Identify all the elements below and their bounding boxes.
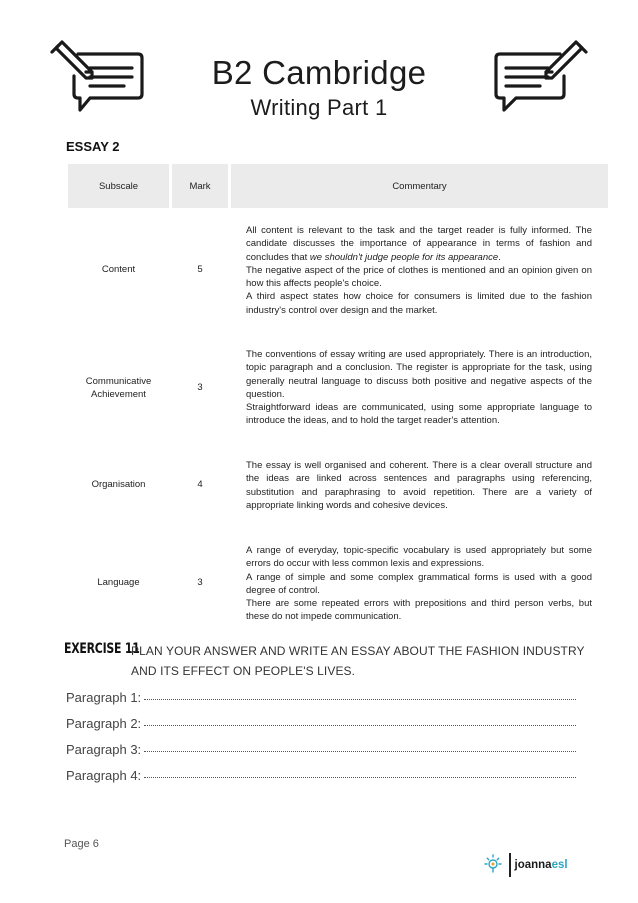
paragraph-line-2: Paragraph 2: xyxy=(66,716,576,731)
joannaesl-logo xyxy=(481,853,568,877)
logo-text-esl: esl xyxy=(551,859,568,871)
lightbulb-icon xyxy=(481,853,505,877)
row-content-commentary: All content is relevant to the task and the target reader is fully informed. The candidate discusses the importance of appearance in terms of fashion and concludes that we shouldn't judge people for its appearance. The negative aspect of the price of clothes is mentioned and an opinion given on how this affects people's choice. A third aspect states how choice for consumers is limited due to the fashion industry's control over design and the market. xyxy=(246,225,592,316)
essay-label: ESSAY 2 xyxy=(66,139,120,154)
paragraph-line-3: Paragraph 3: xyxy=(66,742,576,757)
row-organisation-commentary: The essay is well organised and coherent. There is a clear overall structure and the ideas are linked across sentences and paragraphs using referencing, substitution and paraphrasing to avoid repetition. There are a variety of appropriate linking words and cohesive devices. xyxy=(246,460,592,511)
page-title: B2 Cambridge xyxy=(211,54,427,91)
exercise-instruction: PLAN YOUR ANSWER AND WRITE AN ESSAY ABOUT THE FASHION INDUSTRY AND ITS EFFECT ON PEOPLE'S LIVES. xyxy=(131,644,585,678)
page-number: Page 6 xyxy=(64,838,99,850)
paragraph-line-4: Paragraph 4: xyxy=(66,768,576,783)
row-organisation-subscale: Organisation xyxy=(91,479,146,491)
column-header-commentary: Commentary xyxy=(231,164,608,208)
row-communicative-commentary: The conventions of essay writing are used appropriately. There is an introduction, topic paragraph and a conclusion. The register is appropriate for the task, using generally neutral language to discuss both positive and negative aspects of the question. Straightforward ideas are communicated, using some appropriate language to introduce the ideas, and to hold the target reader's attention. xyxy=(246,349,592,427)
paragraph-line-1: Paragraph 1: xyxy=(66,690,576,705)
row-content-mark: 5 xyxy=(197,264,203,276)
row-communicative-mark: 3 xyxy=(197,382,203,394)
row-language-commentary: A range of everyday, topic-specific vocabulary is used appropriately but some errors do occur with less common lexis and expressions. A range of simple and some complex grammatical forms is used with a good degree of control. There are some repeated errors with prepositions and third person verbs, but these do not impede communication. xyxy=(246,545,592,623)
logo-text-joanna: joanna xyxy=(514,859,552,871)
row-organisation-mark: 4 xyxy=(197,479,203,491)
page-subtitle: Writing Part 1 xyxy=(250,95,388,120)
row-language-subscale: Language xyxy=(97,577,140,589)
logo-divider xyxy=(509,853,511,877)
row-content-subscale: Content xyxy=(101,264,136,276)
column-header-mark: Mark xyxy=(172,164,228,208)
exercise-number: EXERCISE 11 xyxy=(64,641,140,657)
column-header-subscale: Subscale xyxy=(68,164,169,208)
row-language-mark: 3 xyxy=(197,577,203,589)
row-communicative-subscale: Communicative Achievement xyxy=(85,375,152,400)
